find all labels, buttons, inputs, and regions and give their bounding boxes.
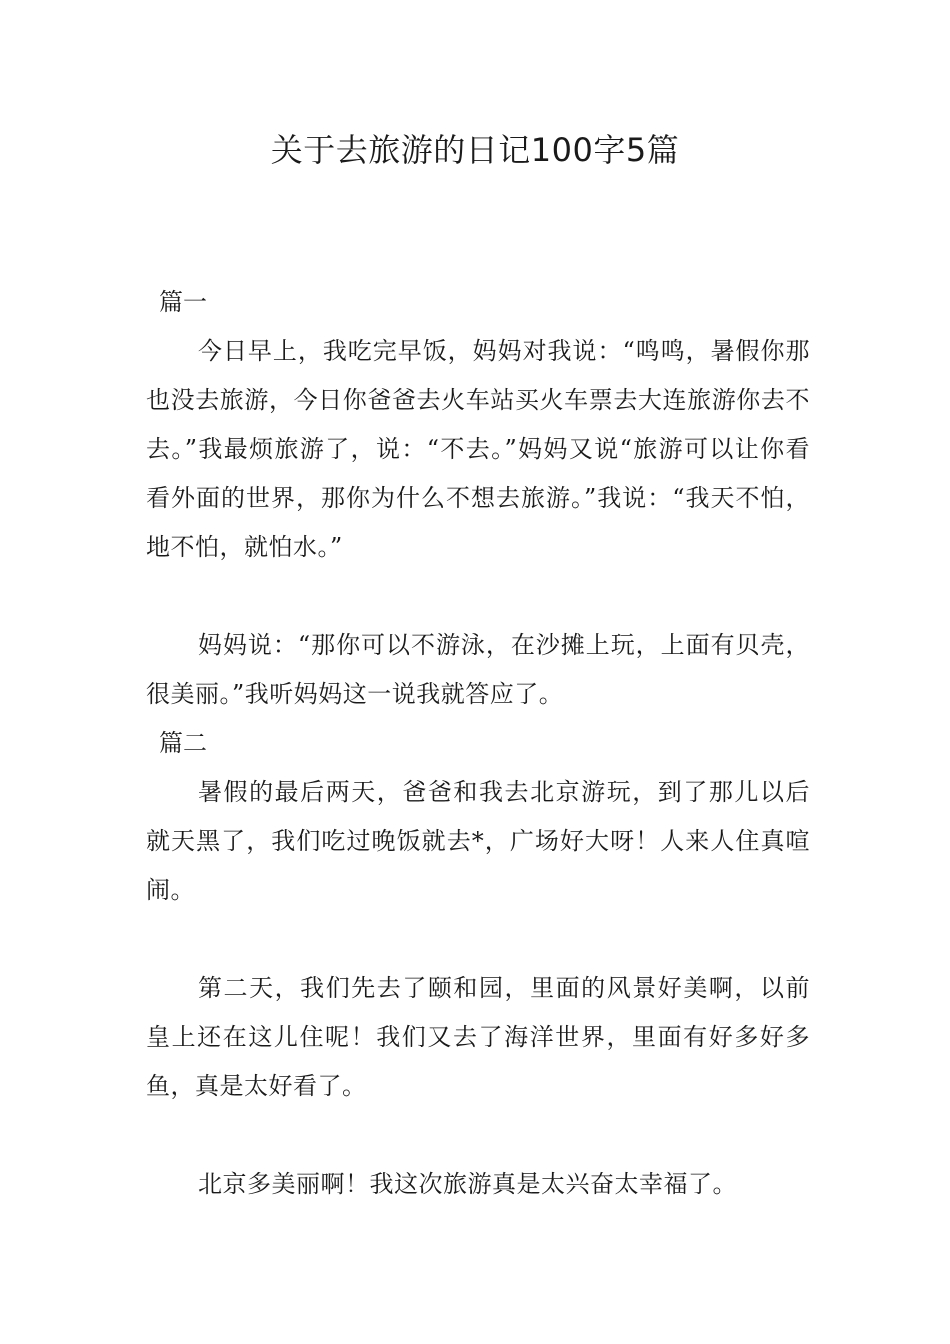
paragraph: 第二天，我们先去了颐和园，里面的风景好美啊，以前皇上还在这儿住呢！我们又去了海洋世界，里面有好多好多鱼，真是太好看了。	[146, 974, 810, 1100]
section-heading-2: 篇二	[159, 729, 207, 757]
paragraph: 妈妈说：“那你可以不游泳，在沙摊上玩，上面有贝壳，很美丽。”我听妈妈这一说我就答应了。	[146, 631, 810, 708]
paragraph: 暑假的最后两天，爸爸和我去北京游玩，到了那儿以后就天黑了，我们吃过晚饭就去*，广场好大呀！人来人住真喧闹。	[146, 778, 810, 904]
paragraph-gap	[146, 915, 810, 964]
paragraph-gap	[146, 1111, 810, 1160]
paragraph: 今日早上，我吃完早饭，妈妈对我说：“鸣鸣，暑假你那也没去旅游，今日你爸爸去火车站买火车票去大连旅游你去不去。”我最烦旅游了，说：“不去。”妈妈又说“旅游可以让你看看外面的世界，那你为什么不想去旅游。”我说：“我天不怕，地不怕，就怕水。”	[146, 337, 810, 561]
paragraph-gap	[146, 572, 810, 621]
paragraph: 北京多美丽啊！我这次旅游真是太兴奋太幸福了。	[198, 1170, 737, 1198]
section-heading-1: 篇一	[159, 288, 207, 316]
document-title: 关于去旅游的日记100字5篇	[270, 131, 680, 169]
document-body	[146, 278, 810, 1209]
